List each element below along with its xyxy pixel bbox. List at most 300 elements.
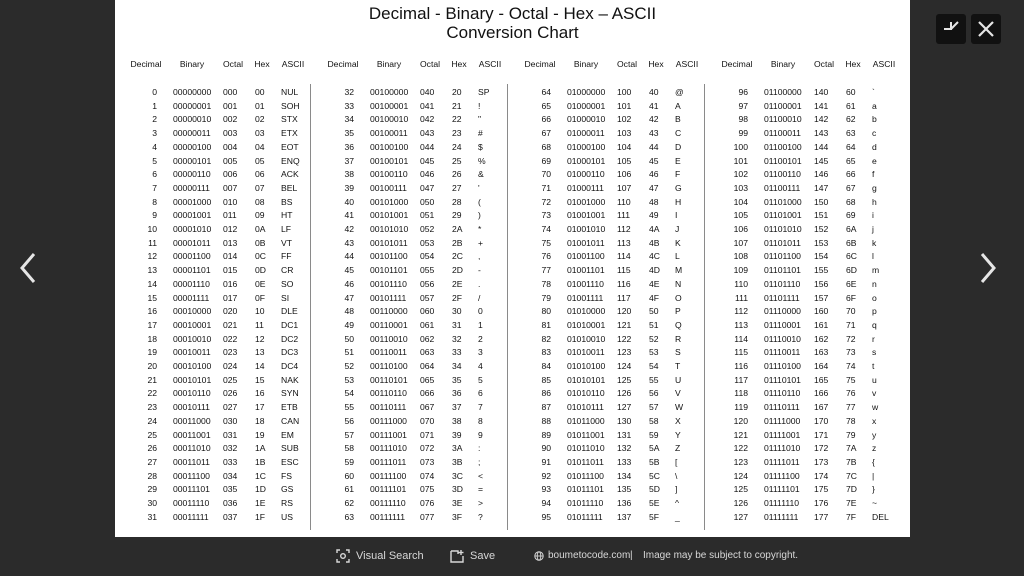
binary-cell: 01001001	[567, 210, 606, 221]
ascii-cell: O	[675, 292, 682, 303]
globe-icon	[534, 551, 544, 561]
ascii-cell: :	[478, 443, 481, 454]
hex-cell: 74	[846, 361, 856, 371]
hex-cell: 3C	[452, 470, 463, 481]
binary-cell: 01110111	[764, 402, 800, 413]
octal-cell: 023	[223, 347, 238, 358]
ascii-cell: x	[872, 415, 877, 426]
binary-cell: 00110001	[370, 319, 408, 330]
octal-cell: 165	[814, 374, 829, 385]
decimal-cell: 105	[733, 210, 748, 221]
octal-cell: 101	[617, 100, 632, 111]
ascii-cell: SOH	[281, 100, 300, 111]
binary-cell: 01001011	[567, 237, 605, 248]
octal-cell: 145	[814, 155, 829, 166]
ascii-cell: W	[675, 402, 684, 413]
binary-cell: 00010110	[173, 388, 211, 399]
table-row	[722, 374, 910, 388]
table-row	[131, 127, 331, 141]
hex-cell: 51	[649, 319, 659, 330]
hex-cell: 75	[846, 374, 856, 385]
binary-cell: 00000000	[173, 87, 212, 97]
ascii-cell: DC4	[281, 361, 299, 371]
column-header: Decimal	[130, 59, 162, 69]
hex-cell: 1A	[255, 443, 266, 454]
table-row	[328, 86, 528, 100]
hex-cell: 22	[452, 114, 462, 125]
octal-cell: 134	[617, 470, 632, 481]
binary-cell: 00111100	[370, 470, 407, 481]
binary-cell: 01010100	[567, 361, 606, 371]
decimal-cell: 101	[733, 155, 748, 166]
hex-cell: 46	[649, 169, 659, 180]
table-row	[525, 319, 725, 333]
binary-cell: 01011000	[567, 415, 605, 426]
hex-cell: 14	[255, 361, 265, 371]
decimal-cell: 125	[733, 484, 748, 495]
octal-cell: 162	[814, 333, 829, 344]
decimal-cell: 49	[344, 319, 354, 330]
decimal-cell: 64	[541, 87, 551, 97]
decimal-cell: 126	[733, 498, 748, 508]
hex-cell: 36	[452, 388, 462, 399]
hex-cell: 29	[452, 210, 462, 221]
octal-cell: 071	[420, 429, 435, 440]
ascii-cell: BS	[281, 196, 293, 207]
binary-cell: 00000110	[173, 169, 211, 180]
binary-cell: 00011001	[173, 429, 211, 440]
column-header: Octal	[616, 59, 638, 69]
decimal-cell: 3	[152, 128, 157, 139]
ascii-cell: z	[872, 443, 877, 454]
decimal-cell: 127	[733, 511, 748, 522]
octal-cell: 051	[420, 210, 435, 221]
table-row	[525, 470, 725, 484]
hex-cell: 64	[846, 141, 856, 152]
column-header: Binary	[573, 59, 599, 69]
ascii-cell: m	[872, 265, 880, 276]
decimal-cell: 51	[344, 347, 354, 358]
binary-cell: 01010110	[567, 388, 605, 399]
table-row	[328, 292, 528, 306]
ascii-cell: SUB	[281, 443, 299, 454]
octal-cell: 042	[420, 114, 435, 125]
octal-cell: 157	[814, 292, 829, 303]
table-row	[328, 333, 528, 347]
hex-cell: 1D	[255, 484, 266, 495]
octal-cell: 133	[617, 456, 632, 467]
column-header: Hex	[648, 59, 664, 69]
hex-cell: 18	[255, 415, 265, 426]
hex-cell: 1F	[255, 511, 266, 522]
ascii-cell: F	[675, 169, 681, 180]
previous-image-button[interactable]	[14, 252, 44, 284]
binary-cell: 01001010	[567, 224, 606, 234]
ascii-cell: U	[675, 374, 682, 385]
hex-cell: 7A	[846, 443, 857, 454]
hex-cell: 03	[255, 128, 265, 139]
ascii-cell: G	[675, 182, 682, 193]
decimal-cell: 48	[344, 306, 354, 317]
ascii-cell: DEL	[872, 511, 889, 522]
source-label: boumetocode.com	[548, 550, 631, 561]
table-row	[525, 278, 725, 292]
hex-cell: 65	[846, 155, 856, 166]
decimal-cell: 91	[541, 456, 551, 467]
octal-cell: 007	[223, 182, 238, 193]
octal-cell: 102	[617, 114, 632, 125]
binary-cell: 01101010	[764, 224, 802, 234]
octal-cell: 113	[617, 237, 631, 248]
octal-cell: 013	[223, 237, 238, 248]
binary-cell: 01111001	[764, 429, 801, 440]
hex-cell: 09	[255, 210, 265, 221]
table-row	[131, 168, 331, 182]
hex-cell: 43	[649, 128, 659, 139]
decimal-cell: 5	[152, 155, 157, 166]
decimal-cell: 118	[734, 388, 748, 399]
hex-cell: 61	[846, 100, 856, 111]
binary-cell: 01010111	[567, 402, 604, 413]
decimal-cell: 33	[344, 100, 354, 111]
separator-text: |	[630, 550, 633, 561]
table-row	[722, 456, 910, 470]
decimal-cell: 15	[147, 292, 157, 303]
table-row	[131, 360, 331, 374]
ascii-cell: E	[675, 155, 681, 166]
decimal-cell: 26	[147, 443, 157, 454]
ascii-cell: DLE	[281, 306, 298, 317]
table-row	[328, 387, 528, 401]
column-header: Decimal	[524, 59, 556, 69]
decimal-cell: 47	[344, 292, 354, 303]
decimal-cell: 77	[541, 265, 551, 276]
decimal-cell: 117	[734, 374, 748, 385]
table-row	[131, 250, 331, 264]
table-row	[722, 305, 910, 319]
binary-cell: 00111001	[370, 429, 407, 440]
binary-cell: 00001000	[173, 196, 212, 207]
decimal-cell: 116	[734, 361, 748, 371]
octal-cell: 107	[617, 182, 632, 193]
table-row	[722, 223, 910, 237]
table-row	[328, 429, 528, 443]
ascii-cell: f	[872, 169, 875, 180]
decimal-cell: 13	[147, 265, 157, 276]
binary-cell: 00010101	[173, 374, 212, 385]
ascii-cell: EOT	[281, 141, 299, 152]
column-header: ASCII	[675, 59, 699, 69]
binary-cell: 01101111	[764, 292, 800, 303]
next-image-button[interactable]	[972, 252, 1002, 284]
octal-cell: 037	[223, 511, 238, 522]
binary-cell: 00010011	[173, 347, 211, 358]
table-row	[525, 292, 725, 306]
table-row	[328, 113, 528, 127]
hex-cell: 55	[649, 374, 659, 385]
binary-cell: 00001010	[173, 224, 212, 234]
decimal-cell: 83	[541, 347, 551, 358]
hex-cell: 25	[452, 155, 462, 166]
octal-cell: 024	[223, 361, 238, 371]
octal-cell: 144	[814, 141, 829, 152]
decimal-cell: 9	[152, 210, 157, 221]
decimal-cell: 79	[541, 292, 551, 303]
collapse-button[interactable]	[936, 14, 966, 44]
octal-cell: 136	[617, 498, 632, 508]
hex-cell: 04	[255, 141, 265, 152]
column-header: Octal	[222, 59, 244, 69]
close-button[interactable]	[971, 14, 1001, 44]
binary-cell: 01111011	[764, 456, 800, 467]
ascii-cell: SYN	[281, 388, 299, 399]
table-row	[525, 113, 725, 127]
table-row	[328, 209, 528, 223]
hex-cell: 4A	[649, 224, 660, 234]
binary-cell: 00110011	[370, 347, 407, 358]
octal-cell: 064	[420, 361, 435, 371]
table-row	[525, 223, 725, 237]
decimal-cell: 111	[734, 292, 748, 303]
octal-cell: 122	[617, 333, 632, 344]
octal-cell: 161	[814, 319, 829, 330]
column-header: Octal	[419, 59, 441, 69]
binary-cell: 01000010	[567, 114, 606, 125]
binary-cell: 01001101	[567, 265, 605, 276]
octal-cell: 050	[420, 196, 435, 207]
hex-cell: 67	[846, 182, 856, 193]
save-icon	[450, 549, 464, 563]
binary-cell: 01011010	[567, 443, 605, 454]
hex-cell: 27	[452, 182, 462, 193]
table-row	[525, 360, 725, 374]
ascii-cell: 8	[478, 415, 483, 426]
octal-cell: 167	[814, 402, 829, 413]
hex-cell: 38	[452, 415, 462, 426]
decimal-cell: 87	[541, 402, 551, 413]
table-row	[525, 415, 725, 429]
octal-cell: 021	[223, 319, 238, 330]
ascii-cell: L	[675, 251, 680, 262]
binary-cell: 01111010	[764, 443, 801, 454]
table-row	[525, 511, 725, 525]
binary-cell: 01010010	[567, 333, 606, 344]
binary-cell: 00100011	[370, 128, 408, 139]
ascii-cell: i	[872, 210, 874, 221]
table-row	[525, 155, 725, 169]
hex-cell: 39	[452, 429, 462, 440]
hex-cell: 6F	[846, 292, 857, 303]
table-row	[525, 168, 725, 182]
hex-cell: 70	[846, 306, 856, 317]
table-row	[722, 86, 910, 100]
binary-cell: 00001001	[173, 210, 212, 221]
table-row	[131, 292, 331, 306]
chart-title-line2: Conversion Chart	[446, 23, 579, 42]
table-row	[328, 100, 528, 114]
octal-cell: 015	[223, 265, 238, 276]
binary-cell: 00111110	[370, 498, 406, 508]
ascii-cell: C	[675, 128, 682, 139]
hex-cell: 78	[846, 415, 856, 426]
table-row	[131, 196, 331, 210]
ascii-cell: CAN	[281, 415, 300, 426]
decimal-cell: 80	[541, 306, 551, 317]
copyright-label: Image may be subject to copyright.	[643, 550, 799, 561]
hex-cell: 47	[649, 182, 659, 193]
decimal-cell: 28	[147, 470, 157, 481]
binary-cell: 01110011	[764, 347, 801, 358]
hex-cell: 60	[846, 87, 856, 97]
decimal-cell: 78	[541, 278, 551, 289]
binary-cell: 01111110	[764, 498, 800, 508]
hex-cell: 62	[846, 114, 856, 125]
hex-cell: 01	[255, 100, 265, 111]
binary-cell: 00010000	[173, 306, 212, 317]
binary-cell: 01111101	[764, 484, 800, 495]
ascii-cell: DC1	[281, 319, 299, 330]
octal-cell: 116	[617, 278, 631, 289]
binary-cell: 01001111	[567, 292, 604, 303]
decimal-cell: 76	[541, 251, 551, 262]
table-row	[525, 264, 725, 278]
table-row	[131, 182, 331, 196]
binary-cell: 01000111	[567, 182, 604, 193]
decimal-cell: 102	[733, 169, 748, 180]
binary-cell: 01101001	[764, 210, 802, 221]
decimal-cell: 59	[344, 456, 354, 467]
ascii-cell: h	[872, 196, 877, 207]
table-row	[722, 209, 910, 223]
binary-cell: 01110010	[764, 333, 801, 344]
copyright-notice	[643, 549, 798, 563]
octal-cell: 020	[223, 306, 238, 317]
table-row	[722, 141, 910, 155]
ascii-cell: )	[478, 210, 481, 221]
ascii-cell: DC2	[281, 333, 299, 344]
ascii-cell: ENQ	[281, 155, 300, 166]
ascii-cell: +	[478, 237, 484, 248]
table-row	[328, 360, 528, 374]
octal-cell: 152	[814, 224, 829, 234]
table-row	[722, 278, 910, 292]
table-row	[131, 429, 331, 443]
binary-cell: 00110010	[370, 333, 408, 344]
ascii-cell: X	[675, 415, 681, 426]
ascii-cell: (	[478, 196, 481, 207]
decimal-cell: 61	[344, 484, 354, 495]
octal-cell: 040	[420, 87, 435, 97]
binary-cell: 00011111	[173, 511, 209, 522]
decimal-cell: 7	[152, 182, 157, 193]
octal-cell: 125	[617, 374, 632, 385]
octal-cell: 027	[223, 402, 238, 413]
binary-cell: 00010100	[173, 361, 212, 371]
octal-cell: 062	[420, 333, 435, 344]
table-row	[722, 470, 910, 484]
octal-cell: 160	[814, 306, 829, 317]
column-header: Octal	[813, 59, 835, 69]
column-header: Binary	[770, 59, 796, 69]
ascii-cell: RS	[281, 498, 293, 508]
decimal-cell: 114	[734, 333, 748, 344]
table-row	[525, 182, 725, 196]
octal-cell: 140	[814, 87, 829, 97]
binary-cell: 00110111	[370, 402, 407, 413]
hex-cell: 33	[452, 347, 462, 358]
table-row	[131, 86, 331, 100]
octal-cell: 073	[420, 456, 435, 467]
ascii-cell: $	[478, 141, 483, 152]
binary-cell: 00101110	[370, 278, 407, 289]
table-row	[722, 292, 910, 306]
octal-cell: 132	[617, 443, 632, 454]
ascii-cell: GS	[281, 484, 294, 495]
ascii-cell: CR	[281, 265, 294, 276]
ascii-cell: I	[675, 210, 678, 221]
octal-cell: 002	[223, 114, 238, 125]
hex-cell: 3E	[452, 498, 463, 508]
decimal-cell: 16	[147, 306, 157, 317]
column-header: Binary	[376, 59, 402, 69]
table-row	[131, 470, 331, 484]
binary-cell: 01110101	[764, 374, 801, 385]
octal-cell: 142	[814, 114, 829, 125]
ascii-cell: [	[675, 456, 678, 467]
source-link[interactable]	[534, 549, 630, 563]
hex-cell: 06	[255, 169, 265, 180]
octal-cell: 126	[617, 388, 632, 399]
decimal-cell: 109	[733, 265, 748, 276]
hex-cell: 0D	[255, 265, 266, 276]
decimal-cell: 99	[738, 128, 748, 139]
binary-cell: 00110000	[370, 306, 408, 317]
binary-cell: 00101111	[370, 292, 407, 303]
decimal-cell: 10	[147, 224, 157, 234]
decimal-cell: 98	[738, 114, 748, 125]
ascii-cell: '	[478, 182, 480, 193]
table-row	[525, 86, 725, 100]
save-label: Save	[470, 550, 496, 562]
decimal-cell: 73	[541, 210, 551, 221]
save-button[interactable]	[450, 549, 495, 563]
binary-cell: 00111000	[370, 415, 407, 426]
table-row	[525, 442, 725, 456]
visual-search-button[interactable]	[336, 549, 424, 563]
binary-cell: 01100100	[764, 141, 802, 152]
table-row	[328, 470, 528, 484]
hex-cell: 24	[452, 141, 462, 152]
octal-cell: 041	[420, 100, 435, 111]
octal-cell: 141	[814, 100, 829, 111]
table-row	[722, 237, 910, 251]
table-row	[722, 113, 910, 127]
binary-cell: 01000000	[567, 87, 606, 97]
ascii-cell: FF	[281, 251, 292, 262]
ascii-cell: #	[478, 128, 483, 139]
binary-cell: 00011011	[173, 456, 210, 467]
decimal-cell: 29	[147, 484, 157, 495]
hex-cell: 21	[452, 100, 462, 111]
octal-cell: 022	[223, 333, 238, 344]
octal-cell: 174	[814, 470, 829, 481]
table-row	[722, 429, 910, 443]
hex-cell: 4C	[649, 251, 660, 262]
table-row	[722, 100, 910, 114]
ascii-cell: VT	[281, 237, 292, 248]
binary-cell: 01010011	[567, 347, 605, 358]
column-header: Decimal	[721, 59, 753, 69]
